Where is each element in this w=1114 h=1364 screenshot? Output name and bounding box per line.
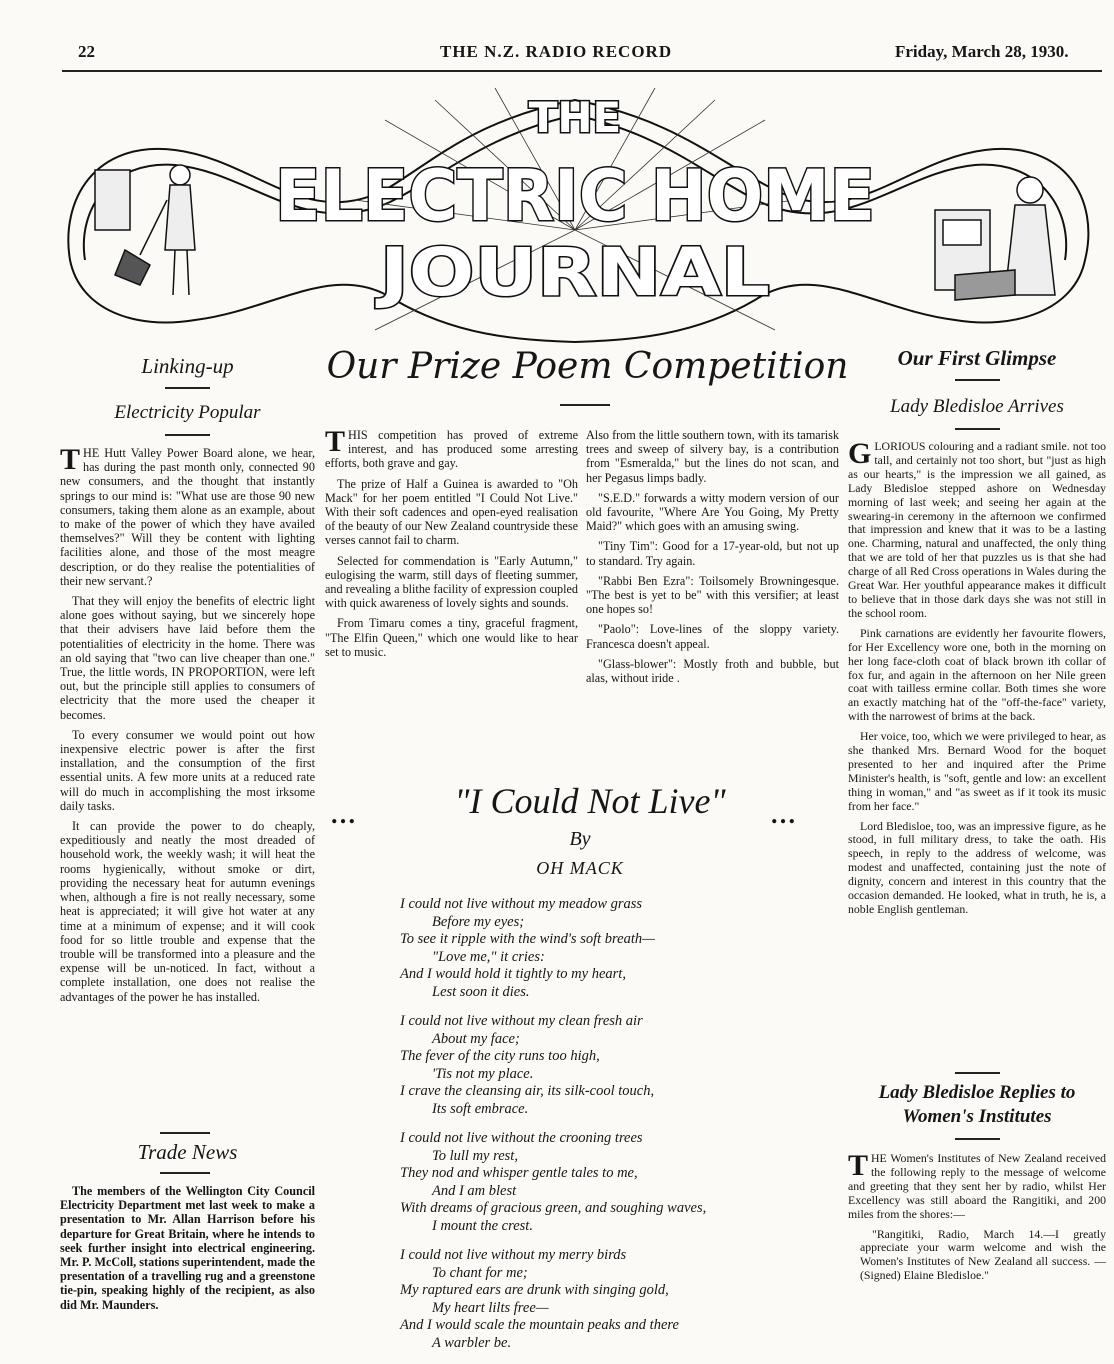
paragraph: HE Hutt Valley Power Board alone, we hear, has during the past month only, connected 90 new consumers, and the thought that instantly springs to our mind is: "What use are those 90 new consumers, taking them alone as an example, about to make of the power of which they have availed themselves?" Will they be content with lighting facilities alone, and those of the most meagre description, or do they realise the potentialities of their new servant.? — [60, 446, 315, 588]
paragraph: "Paolo": Love-lines of the sloppy variety. Francesca doesn't appeal. — [586, 622, 839, 651]
paragraph: It can provide the power to do cheaply, expeditiously and neatly the most dreaded of household work, the weekly wash; it will heat the rooms hygienically, without smoke or dirt, providing the necessary heat for autumn evenings when, although a fire is not really necessary, some heat is appreciated; it will give hot water at any time at a minimum of expense; and it will cook food for so little trouble and expense that the trouble will be transformed into a pleasure and the expense will be un-noticed. In fact, without a complete installation, one does not realise the advantages of the power he has installed. — [60, 819, 315, 1004]
paragraph: "Rabbi Ben Ezra": Toilsomely Browningesque. "The best is yet to be" with this versifier; at least one hopes so! — [586, 573, 839, 617]
poem-line: And I would scale the mountain peaks and there — [400, 1317, 679, 1333]
poem-author: OH MACK — [536, 858, 624, 878]
divider — [560, 404, 610, 406]
poem-line: A warbler be. — [432, 1334, 512, 1351]
poem-line: And I would hold it tightly to my heart, — [400, 966, 626, 982]
poem-line: My raptured ears are drunk with singing gold, — [400, 1282, 669, 1298]
competition-column-1 — [325, 425, 578, 665]
poem-stanza — [400, 1013, 840, 1118]
paragraph: The members of the Wellington City Council Electricity Department met last week to make a presentation to Mr. Allan Harrison before his departure for Great Britain, where he intends to seek further insight into electrical engineering. Mr. P. McColl, stations superintendent, made the presentation of a travelling rug and a greenstone tie-pin, speaking highly of the recipient, as also did Mr. Maunders. — [60, 1184, 315, 1312]
masthead-artwork — [55, 80, 1105, 350]
divider — [955, 379, 1000, 381]
poem-line: Lest soon it dies. — [432, 983, 530, 1000]
drop-cap: T — [60, 443, 81, 476]
trade-news-body — [60, 1184, 315, 1318]
paragraph: Selected for commendation is "Early Autumn," eulogising the warm, still days of fleeting summer, and revealing a blithe facility of expression coupled with quick awareness of lovely sights and sounds. — [325, 553, 578, 611]
drop-cap: T — [325, 425, 346, 458]
poem-line: My heart lilts free— — [432, 1299, 549, 1316]
divider — [160, 1132, 210, 1134]
issue-date: Friday, March 28, 1930. — [895, 42, 1069, 61]
divider — [955, 428, 1000, 430]
poem-line: 'Tis not my place. — [432, 1065, 534, 1082]
poem-title-dots-left: … — [330, 800, 366, 829]
poem-line: To chant for me; — [432, 1264, 528, 1281]
banner-word-journal: JOURNAL — [375, 234, 770, 311]
paragraph: HE Women's Institutes of New Zealand received the following reply to the message of welcome and greeting that they sent her by radio, whilst Her Excellency was still aboard the Rangitiki, and 200 miles from the shores:— — [848, 1151, 1106, 1221]
divider — [955, 1072, 1000, 1074]
paragraph: "Glass-blower": Mostly froth and bubble, but alas, without iride . — [586, 656, 839, 686]
banner-word-the: THE — [528, 93, 622, 142]
paragraph: LORIOUS colouring and a radiant smile. not too tall, and certainly not too short, but "just as high as our hearts," is the impression we all gained, as Lady Bledisloe stepped ashore on Wednesday morning of last week; and seeing her again at the swearing-in ceremony in the afternoon we confirmed that impression and knew that it was to be a lasting one. Charming, natural and unaffected, the only thing that we are told of her that puzzles us is that she had charge of all Red Cross operations in Wales during the Great War. Her youthful appearance makes it difficult to believe that in those dark days she was not still in the school room. — [848, 439, 1106, 620]
poem-line: With dreams of gracious green, and soughing waves, — [400, 1200, 707, 1216]
poem-line: "Love me," it cries: — [432, 948, 545, 965]
paragraph: "S.E.D." forwards a witty modern version of our old favourite, "Where Are You Going, My Pretty Maid?" which goes with an amusing swing. — [586, 490, 839, 534]
poem-title: "I Could Not Live" — [454, 781, 726, 821]
divider — [160, 1172, 210, 1174]
drop-cap: G — [848, 437, 872, 470]
page-number: 22 — [78, 42, 95, 61]
masthead-banner — [55, 80, 1105, 350]
poem-stanza — [400, 1247, 840, 1352]
paragraph: "Tiny Tim": Good for a 17-year-old, but not up to standard. Try again. — [586, 539, 839, 568]
poem-line: I crave the cleansing air, its silk-cool touch, — [400, 1083, 655, 1099]
left-vignette — [95, 165, 195, 295]
poem-line: Its soft embrace. — [432, 1100, 529, 1117]
right-vignette — [935, 177, 1055, 300]
header-rule — [62, 70, 1102, 72]
divider — [165, 387, 210, 389]
poem-line: I mount the crest. — [432, 1217, 533, 1234]
divider — [165, 434, 210, 436]
poem-line: I could not live without my meadow grass — [400, 896, 643, 912]
poem-by: By — [569, 828, 591, 850]
paragraph: From Timaru comes a tiny, graceful fragment, "The Elfin Queen," which one would like to hear set to music. — [325, 616, 578, 659]
center-article-title: Our Prize Poem Competition — [326, 346, 849, 387]
competition-column-2 — [586, 428, 839, 691]
left-article-subtitle: Electricity Popular — [114, 402, 261, 423]
poem-line: And I am blest — [432, 1182, 517, 1199]
poem-title-dots-right: … — [770, 800, 806, 829]
paragraph: That they will enjoy the benefits of electric light alone goes without saying, but we sincerely hope that their advisers have laid before them the potentialities of electricity in the home. There was an old saying that "two can live cheaper than one." True, the little words, IN PROPORTION, were left out, but the principle still applies to consumers of electricity that the more used the cheaper it becomes. — [60, 594, 315, 722]
poem-stanza — [400, 1130, 840, 1235]
poem-line: I could not live without my merry birds — [400, 1247, 627, 1263]
paragraph: HIS competition has proved of extreme interest, and has produced some arresting efforts, both grave and gay. — [325, 428, 578, 471]
drop-cap: T — [848, 1149, 869, 1182]
poem-line: I could not live without the crooning trees — [400, 1130, 643, 1146]
poem-line: To see it ripple with the wind's soft breath— — [400, 931, 655, 947]
right-article-title: Our First Glimpse — [897, 346, 1057, 370]
poem-body — [400, 896, 840, 1364]
banner-word-electric-home: ELECTRIC HOME — [275, 155, 875, 237]
right-article-subtitle: Lady Bledisloe Arrives — [890, 396, 1064, 417]
paragraph: Pink carnations are evidently her favourite flowers, for Her Excellency wore one, both in the morning on her long face-cloth coat of black brown ith collar of fox fur, and again in the afternoon on her Nile green coat with tailless ermine collar. Both times she wore an exactly matching hat of the "off-the-face" variety, with the narrowest of brims at the back. — [848, 625, 1106, 724]
quoted-reply: "Rangitiki, Radio, March 14.—I greatly appreciate your warm welcome and wish the Women's Institutes of New Zealand all success. —(Signed) Elaine Bledisloe." — [860, 1226, 1106, 1283]
poem-line: The fever of the city runs too high, — [400, 1048, 600, 1064]
replies-title-line-1: Lady Bledisloe Replies to — [878, 1082, 1076, 1103]
poem-line: About my face; — [432, 1030, 520, 1047]
poem-line: They nod and whisper gentle tales to me, — [400, 1165, 638, 1181]
publication-name: THE N.Z. RADIO RECORD — [440, 42, 673, 61]
left-article-title: Linking-up — [141, 354, 234, 378]
replies-title-line-2: Women's Institutes — [902, 1106, 1052, 1127]
poem-line: Before my eyes; — [432, 913, 525, 930]
poem-line: I could not live without my clean fresh air — [400, 1013, 643, 1029]
left-article-body — [60, 443, 315, 1010]
replies-body — [848, 1149, 1106, 1289]
right-article-body — [848, 437, 1106, 923]
poem-line: To lull my rest, — [432, 1147, 518, 1164]
paragraph: Lord Bledisloe, too, was an impressive figure, as he stood, in full military dress, to take the oath. His speech, in reply to the address of welcome, was modest and unaffected, containing just the note of dignity, concern and interest in this country that the occasion demanded. He looked, what in truth, he is, a noble English gentleman. — [848, 818, 1106, 916]
trade-news-title: Trade News — [137, 1140, 238, 1164]
divider — [955, 1138, 1000, 1140]
paragraph: The prize of Half a Guinea is awarded to "Oh Mack" for her poem entitled "I Could Not Live." With their soft cadences and open-eyed realisation of the beauty of our New Zealand countryside these verses cannot fail to charm. — [325, 476, 578, 548]
paragraph: To every consumer we would point out how inexpensive electric power is after the first installation, and the consumption of the first essential units. A few more units at a reduced rate will do much in accomplishing the most irksome daily tasks. — [60, 727, 315, 813]
paragraph: Also from the little southern town, with its tamarisk trees and sweep of silvery bay, is a contribution from "Esmeralda," but the lines do not scan, and her Pegasus limps badly. — [586, 428, 839, 485]
poem-stanza — [400, 896, 840, 1001]
paragraph: Her voice, too, which we were privileged to hear, as she thanked Mrs. Bernard Wood for the boquet presented to her and inquired after the Prime Minister's health, is "soft, gentle and low: an excellent thing in woman," and "as sweet as if it took its music from her face." — [848, 729, 1106, 813]
